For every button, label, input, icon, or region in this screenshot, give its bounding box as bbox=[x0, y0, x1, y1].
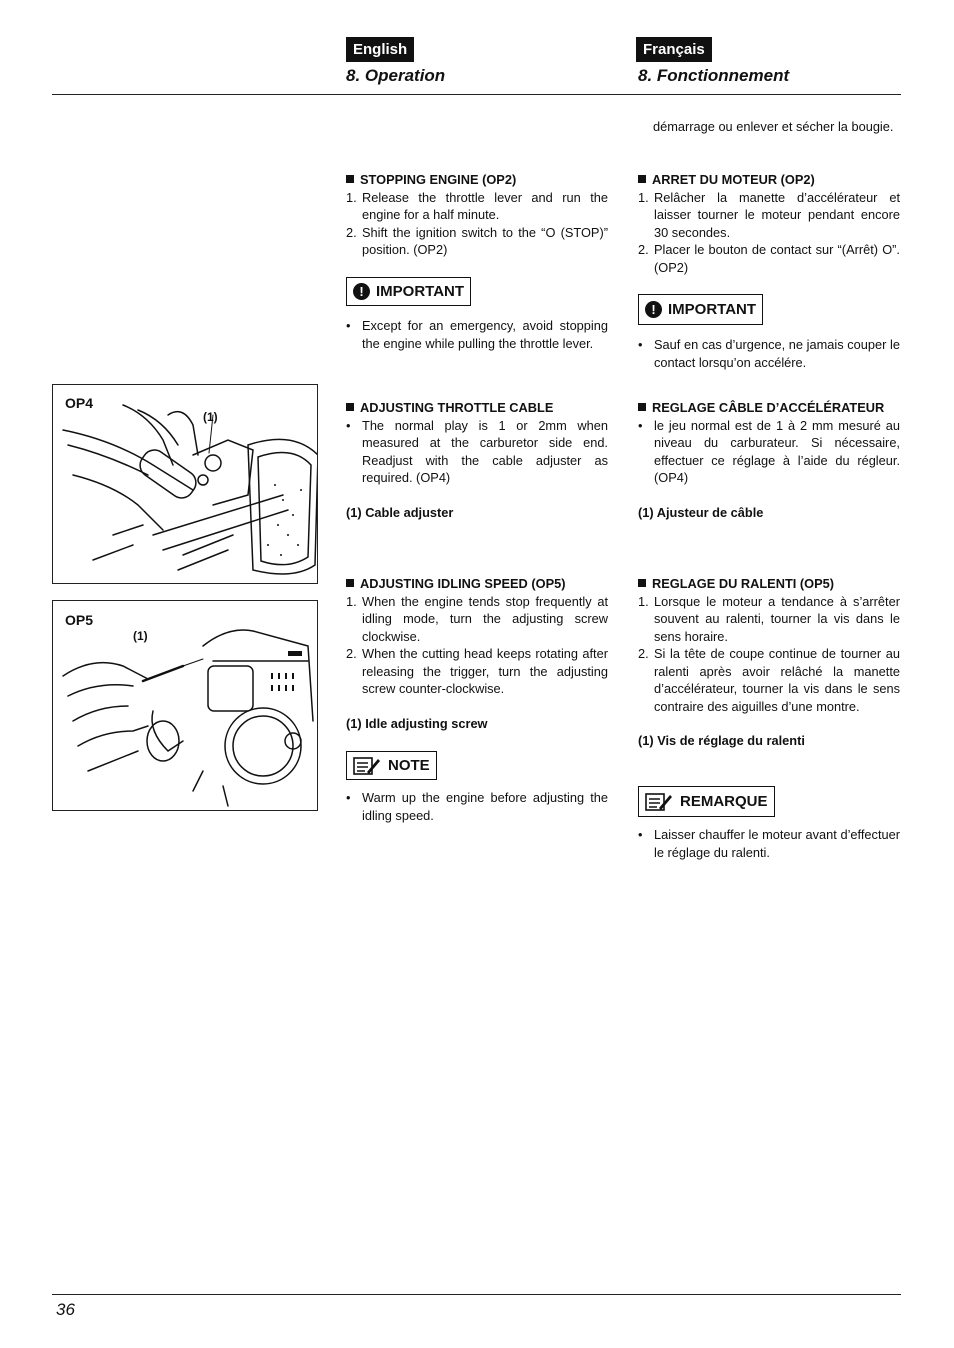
english-note-list bbox=[346, 789, 608, 824]
french-section-title: 8. Fonctionnement bbox=[638, 66, 790, 85]
figure-op4-callout: (1) bbox=[203, 410, 218, 424]
french-idling-heading: REGLAGE DU RALENTI (OP5) bbox=[638, 575, 900, 593]
english-idling-steps bbox=[346, 593, 608, 698]
french-important-block bbox=[638, 294, 900, 371]
figure-op5-callout: (1) bbox=[133, 629, 148, 643]
english-important-block bbox=[346, 277, 608, 352]
idle-screw-illustration bbox=[53, 601, 317, 810]
list-item: 2. Shift the ignition switch to the “O (STOP)” position. (OP2) bbox=[346, 224, 608, 257]
english-important-box: ! IMPORTANT bbox=[346, 277, 471, 306]
english-idling-part: (1) Idle adjusting screw bbox=[346, 715, 488, 731]
english-idling-heading: ADJUSTING IDLING SPEED (OP5) bbox=[346, 575, 608, 593]
french-throttle-list bbox=[638, 417, 900, 487]
french-idling-section bbox=[638, 575, 900, 750]
header-rule bbox=[52, 94, 901, 95]
french-idling-part: (1) Vis de réglage du ralenti bbox=[638, 733, 805, 748]
list-item: • le jeu normal est de 1 à 2 mm mesuré au niveau du carburateur. Si nécessaire, effectuer ce réglage à l’aide du régleur. (OP4) bbox=[638, 417, 900, 485]
french-continuation: démarrage ou enlever et sécher la bougie. bbox=[653, 119, 894, 134]
english-throttle-section bbox=[346, 399, 608, 521]
notepad-pencil-icon bbox=[645, 792, 673, 812]
french-note-box: REMARQUE bbox=[638, 786, 775, 817]
french-language-tab: Français bbox=[636, 37, 712, 62]
english-throttle-part: (1) Cable adjuster bbox=[346, 504, 454, 520]
french-throttle-part: (1) Ajusteur de câble bbox=[638, 504, 764, 520]
black-square-icon bbox=[638, 403, 646, 411]
french-stopping-heading: ARRET DU MOTEUR (OP2) bbox=[638, 171, 900, 189]
english-note-box: NOTE bbox=[346, 751, 437, 780]
figure-op5 bbox=[52, 600, 318, 811]
english-throttle-heading: ADJUSTING THROTTLE CABLE bbox=[346, 399, 608, 417]
french-idling-steps bbox=[638, 593, 900, 716]
french-throttle-section bbox=[638, 399, 900, 521]
page-number: 36 bbox=[56, 1300, 75, 1319]
figure-op4-label: OP4 bbox=[65, 395, 94, 411]
french-throttle-heading: REGLAGE CÂBLE D’ACCÉLÉRATEUR bbox=[638, 399, 900, 417]
list-item: • Except for an emergency, avoid stopping the engine while pulling the throttle lever. bbox=[346, 318, 608, 351]
list-item: 1. Release the throttle lever and run the engine for a half minute. bbox=[346, 189, 608, 222]
notepad-pencil-icon bbox=[353, 756, 381, 776]
french-stopping-steps bbox=[638, 189, 900, 277]
exclamation-circle-icon: ! bbox=[645, 301, 662, 318]
french-important-box: ! IMPORTANT bbox=[638, 294, 763, 325]
english-important-list bbox=[346, 317, 608, 352]
figure-op4 bbox=[52, 384, 318, 584]
french-note-list bbox=[638, 826, 900, 861]
footer-rule bbox=[52, 1294, 901, 1295]
figure-op5-label: OP5 bbox=[65, 612, 94, 628]
english-stopping-heading: STOPPING ENGINE (OP2) bbox=[346, 171, 608, 189]
exclamation-circle-icon: ! bbox=[353, 283, 370, 300]
black-square-icon bbox=[346, 579, 354, 587]
english-idling-section bbox=[346, 575, 608, 732]
english-stopping-steps bbox=[346, 189, 608, 259]
black-square-icon bbox=[346, 403, 354, 411]
english-column bbox=[346, 171, 608, 259]
french-note-block bbox=[638, 786, 900, 861]
french-important-list bbox=[638, 336, 900, 371]
english-language-tab: English bbox=[346, 37, 414, 62]
list-item: 1. Relâcher la manette d’accélérateur et laisser tourner le moteur pendant encore 30 secondes. bbox=[638, 189, 900, 240]
black-square-icon bbox=[346, 175, 354, 183]
list-item: • Sauf en cas d’urgence, ne jamais couper le contact lorsqu’on accélére. bbox=[638, 337, 900, 370]
black-square-icon bbox=[638, 579, 646, 587]
list-item: • The normal play is 1 or 2mm when measured at the carburetor side end. Readjust with the cable adjuster as required. (OP4) bbox=[346, 417, 608, 485]
list-item: 2. Si la tête de coupe continue de tourner au ralenti après avoir relâché la manette d’accélérateur, tourner la vis dans le sens contraire des aiguilles d’une montre. bbox=[638, 646, 900, 714]
english-throttle-list bbox=[346, 417, 608, 487]
black-square-icon bbox=[638, 175, 646, 183]
english-note-block bbox=[346, 751, 608, 824]
list-item: 1. When the engine tends stop frequently at idling mode, turn the adjusting screw clockwise. bbox=[346, 593, 608, 644]
list-item: • Laisser chauffer le moteur avant d’effectuer le réglage du ralenti. bbox=[638, 827, 900, 860]
list-item: 2. When the cutting head keeps rotating after releasing the trigger, turn the adjusting screw counter-clockwise. bbox=[346, 646, 608, 696]
carburetor-cable-illustration bbox=[53, 385, 317, 583]
list-item: 2. Placer le bouton de contact sur “(Arrêt) O”. (OP2) bbox=[638, 242, 900, 275]
french-stopping-section bbox=[638, 171, 900, 276]
list-item: 1. Lorsque le moteur a tendance à s’arrêter souvent au ralenti, tourner la vis dans le sens horaire. bbox=[638, 593, 900, 644]
english-section-title: 8. Operation bbox=[346, 66, 446, 85]
list-item: • Warm up the engine before adjusting the idling speed. bbox=[346, 790, 608, 823]
